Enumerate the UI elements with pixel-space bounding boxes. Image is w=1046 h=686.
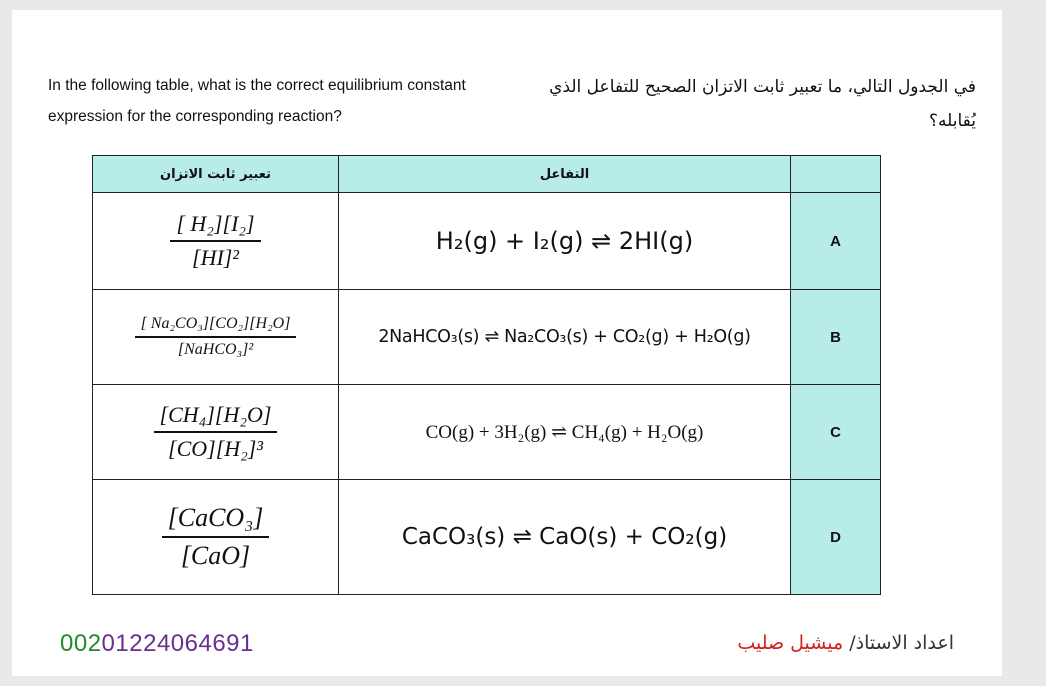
option-letter-b: B [791, 290, 881, 385]
expression-cell [93, 385, 339, 480]
option-letter-c: C [791, 385, 881, 480]
reaction-d: CaCO₃(s) ⇌ CaO(s) + CO₂(g) [401, 524, 728, 550]
kc-expression-c [154, 402, 278, 462]
reaction-c: CO(g) + 3H₂(g) ⇌ CH₄(g) + H₂O(g) [425, 421, 704, 443]
reaction-cell [339, 480, 791, 595]
reaction-b: 2NaHCO₃(s) ⇌ Na₂CO₃(s) + CO₂(g) + H₂O(g) [378, 327, 751, 347]
question-english: In the following table, what is the correct equilibrium constant expression for the corresponding reaction? [48, 77, 466, 125]
equilibrium-table [92, 155, 881, 595]
kc-numerator: [ Na₂CO₃][CO₂][H₂O] [140, 315, 291, 333]
fraction-bar [154, 431, 278, 433]
reaction-cell [339, 290, 791, 385]
expression-cell [93, 193, 339, 290]
option-letter-d: D [791, 480, 881, 595]
kc-denominator: [CO][H₂]³ [168, 435, 263, 461]
kc-denominator: [CaO] [180, 540, 251, 570]
worksheet-page [12, 10, 1002, 676]
kc-numerator: [ H₂][I₂] [176, 211, 255, 237]
table-header-row [93, 156, 881, 193]
header-letter [791, 156, 881, 193]
author-label: اعداد الاستاذ/ [849, 632, 954, 654]
option-letter-a: A [791, 193, 881, 290]
kc-expression-b [135, 315, 297, 359]
kc-numerator: [CH₄][H₂O] [159, 402, 272, 428]
fraction-bar [162, 536, 270, 538]
reaction-cell [339, 385, 791, 480]
table-row-a [93, 193, 881, 290]
author-name: ميشيل صليب [737, 632, 844, 654]
phone-number [60, 630, 254, 658]
kc-expression-d [162, 503, 270, 571]
kc-expression-a [170, 211, 260, 271]
header-reaction: التفاعل [339, 156, 791, 193]
table-row-c [93, 385, 881, 480]
header-expression: تعبير ثابت الاتزان [93, 156, 339, 193]
table-row-b [93, 290, 881, 385]
expression-cell [93, 290, 339, 385]
table-row-d [93, 480, 881, 595]
phone-prefix: 002 [60, 630, 102, 657]
fraction-bar [135, 336, 297, 338]
reaction-cell [339, 193, 791, 290]
author-credit [737, 632, 954, 654]
question-arabic: في الجدول التالي، ما تعبير ثابت الاتزان الصحيح للتفاعل الذي يُقابله؟ [549, 77, 976, 131]
kc-denominator: [HI]² [192, 244, 239, 270]
kc-denominator: [NaHCO₃]² [177, 340, 254, 358]
expression-cell [93, 480, 339, 595]
phone-digits: 01224064691 [101, 630, 254, 657]
reaction-a: H₂(g) + I₂(g) ⇌ 2HI(g) [435, 227, 694, 255]
kc-numerator: [CaCO₃] [167, 503, 264, 533]
fraction-bar [170, 240, 260, 242]
